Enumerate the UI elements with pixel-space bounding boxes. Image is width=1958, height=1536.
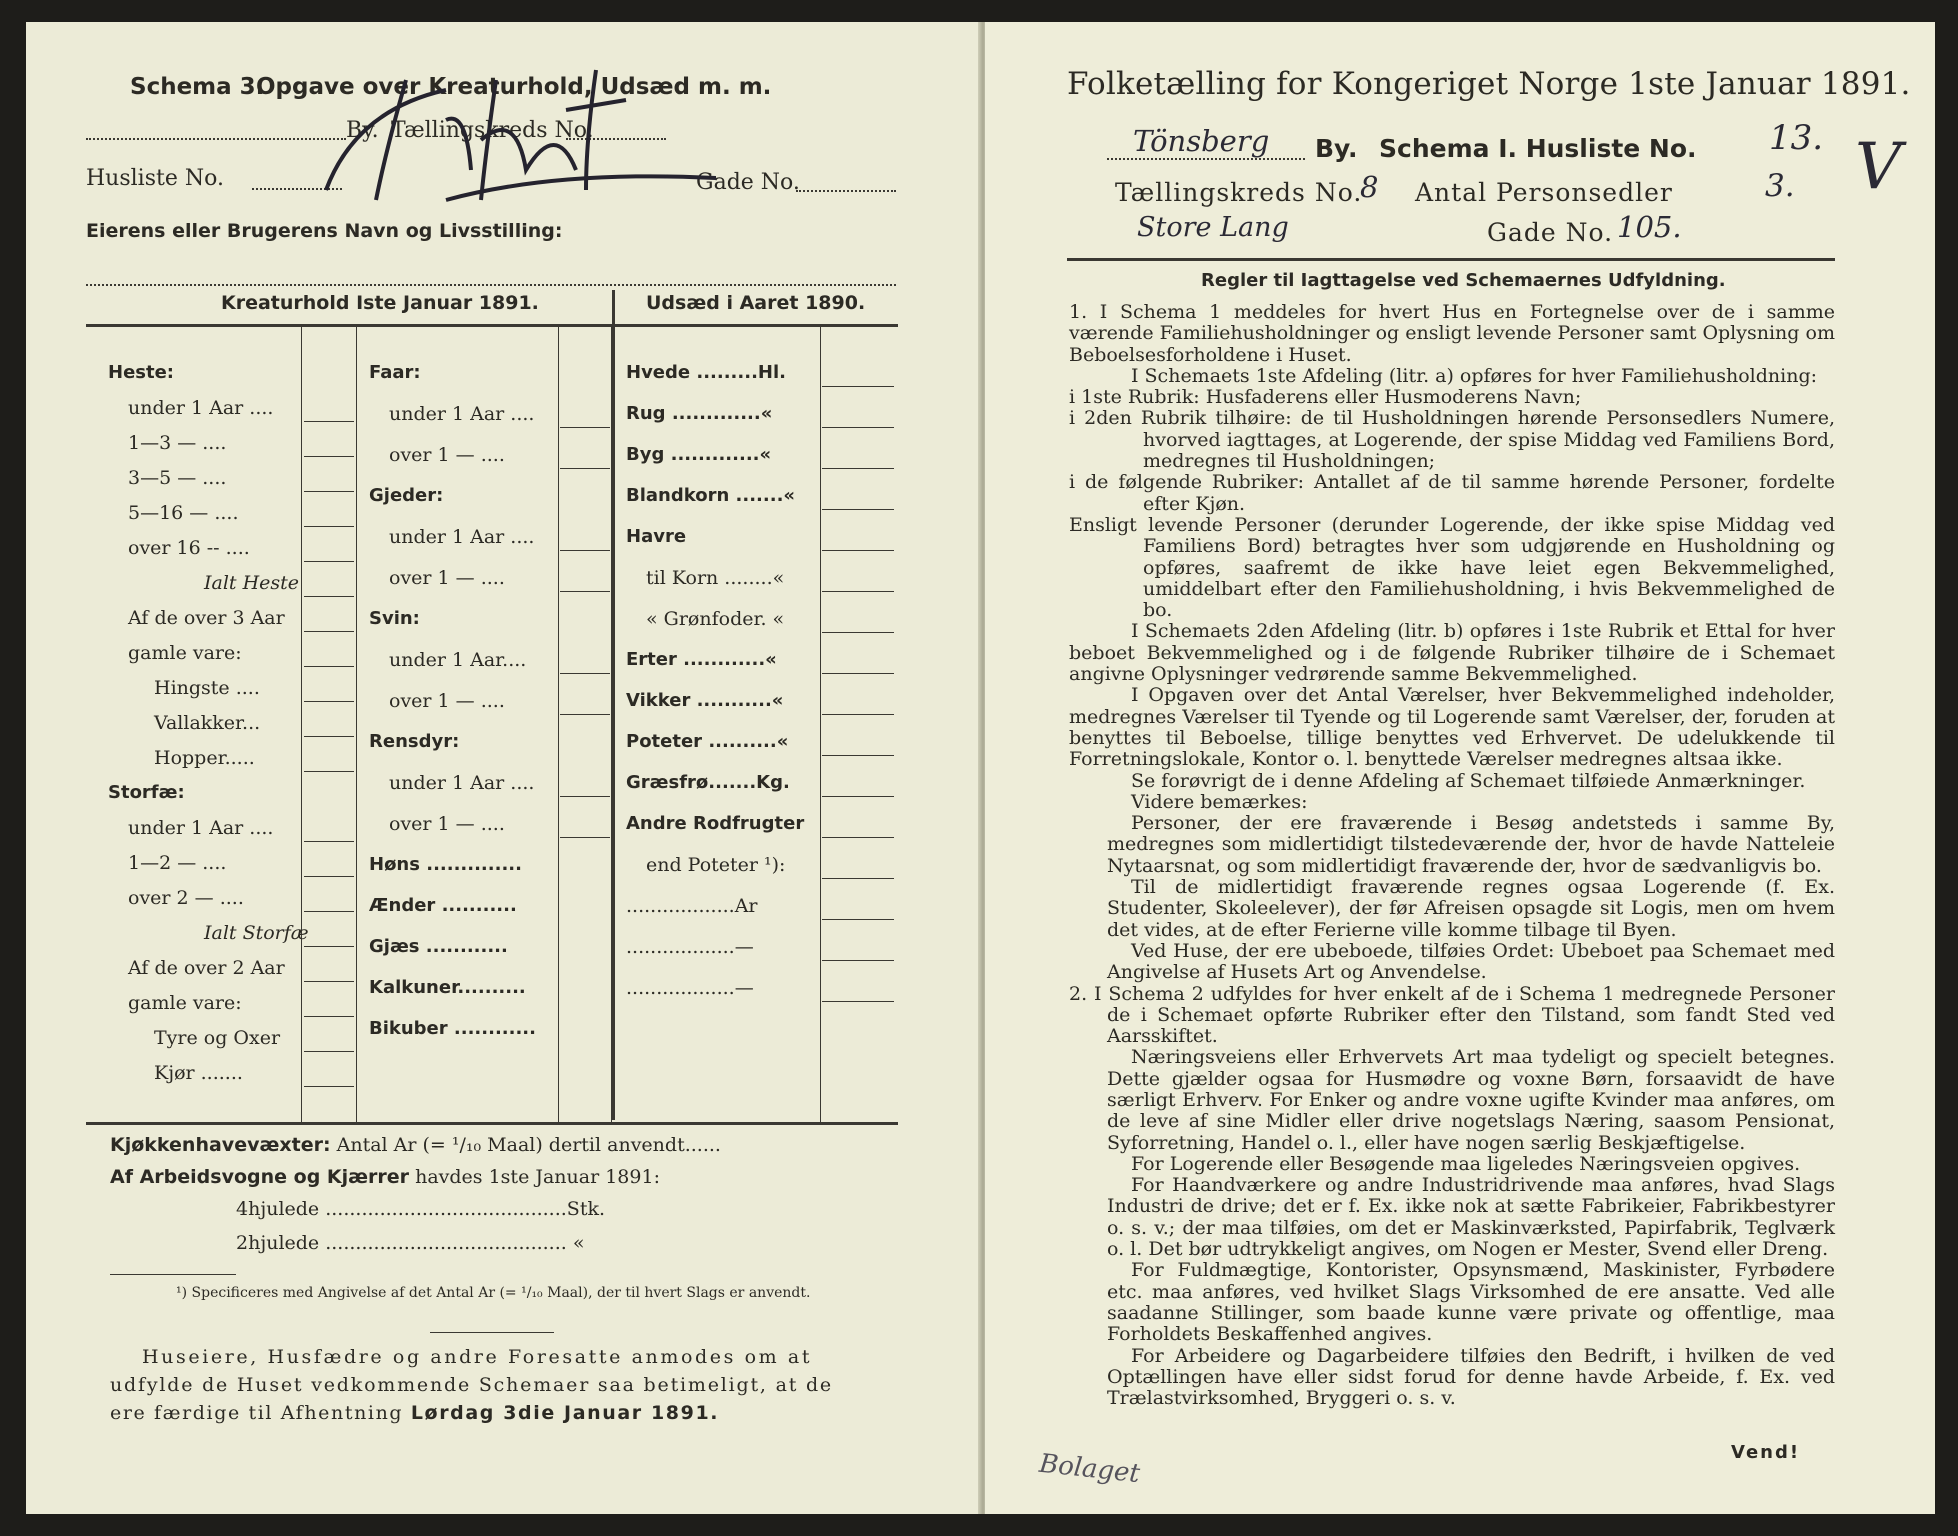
ledger-row-label: Høns .............. [369,854,522,875]
ledger-row-label: end Poteter ¹): [646,854,786,876]
tk-label-left: Tællingskreds No. [391,118,594,143]
pencil-note: Bolaget [1037,1448,1142,1490]
ledger-entry-line [822,1001,894,1002]
ledger-row-label: Heste: [108,362,174,383]
ledger-row-label: Rensdyr: [369,731,460,752]
schema-3-subtitle: Opgave over Kreaturhold, Udsæd m. m. [256,74,772,100]
ledger-row-label: Byg .............« [626,444,772,465]
ledger-row-label: Kjør ....... [154,1062,243,1084]
intet-cross-out-handwriting [296,50,716,220]
closing-line-2: udfylde de Huset vedkommende Schemaer saa betimeligt, at de [110,1374,833,1396]
rule-paragraph: I Schemaets 2den Afdeling (litr. b) opføres i 1ste Rubrik et Ettal for hver beboet Bekvemmelighed og i de følgende Rubriker tilhøire de i Schemaet angivne Oplysninger vedrørende samme Bekvemmelighed. [1069,620,1835,686]
ledger-row-label: ..................— [626,977,754,999]
ledger-row-label: Af de over 3 Aar [128,607,285,629]
closing-line-3 [110,1402,719,1424]
col2-box-right [611,326,612,1122]
ledger-entry-line [304,1016,354,1017]
ledger-entry-line [822,714,894,715]
ledger-entry-line [304,946,354,947]
by-label-right: By. [1315,134,1358,163]
footnote-rule [110,1274,236,1275]
ledger-row-label: under 1 Aar .... [389,526,535,548]
ledger-entry-line [560,796,610,797]
ledger-row-label: ..................— [626,936,754,958]
eier-fill-line [86,284,896,286]
closing-date: Lørdag 3die Januar 1891. [410,1402,720,1424]
ledger-row-label: Svin: [369,608,420,629]
kjokken-line [110,1134,721,1156]
col2-box-left [558,326,559,1122]
ledger-row-label: Græsfrø.......Kg. [626,772,790,793]
ledger-entry-line [304,596,354,597]
kreatur-header: Kreaturhold Iste Januar 1891. [221,292,539,314]
ledger-entry-line [304,456,354,457]
rule-paragraph: Til de midlertidigt fraværende regnes ogsaa Logerende (f. Ex. Studenter, Skoleelever), der før Afreisen opsagde sit Logis, men om hvem det vides, at de efter Ferierne ville komme tilbage til Byen. [1107,876,1835,941]
ledger-entry-line [304,421,354,422]
ledger-entry-line [304,666,354,667]
ledger-row-label: Rug .............« [626,403,773,424]
ledger-row-label: over 1 — .... [389,444,505,466]
ledger-row-label: Havre [626,526,687,547]
by-label-left: By. [346,118,379,143]
vend-label: Vend! [1731,1442,1801,1463]
ledger-row-label: over 1 — .... [389,690,505,712]
udsaed-divider [612,290,615,1120]
ledger-row-label: over 1 — .... [389,567,505,589]
ledger-row-label: 3—5 — .... [128,467,227,489]
rule-paragraph: Se forøvrigt de i denne Afdeling af Schemaet tilføiede Anmærkninger. [1131,769,1806,792]
rule-paragraph: I Opgaven over det Antal Værelser, hver Bekvemmelighed indeholder, medregnes Værelser til Tyende og til Logerende samt Værelser, der, foruden at benyttes til Beboelse, tillige benyttes ved Erhvervet. De udelukkende til Forretningslokale, Kontor o. l. benyttede Værelser medregnes altsaa ikke. [1069,684,1835,771]
ledger-entry-line [304,876,354,877]
ledger-row-label: gamle vare: [128,992,242,1014]
arbeids-line [110,1166,660,1188]
closing-rule [430,1332,554,1333]
closing-text: ere færdige til Afhentning [110,1402,404,1424]
ledger-row-label: Bikuber ............ [369,1018,536,1039]
arbeids-rest: havdes 1ste Januar 1891: [415,1166,660,1188]
by-value-line [1107,158,1305,160]
rule-paragraph: i 1ste Rubrik: Husfaderens eller Husmoderens Navn; [1069,386,1582,409]
rule-paragraph: i de følgende Rubriker: Antallet af de til samme hørende Personer, fordelte efter Kjøn. [1069,471,1835,515]
ledger-entry-line [822,509,894,510]
ledger-entry-line [304,561,354,562]
ledger-entry-line [560,427,610,428]
ledger-entry-line [560,837,610,838]
left-page [26,22,983,1514]
kjokken-rest: Antal Ar (= ¹/₁₀ Maal) dertil anvendt...... [336,1134,721,1156]
street-value-handwritten: Store Lang [1137,212,1289,243]
ledger-entry-line [560,673,610,674]
check-mark-handwritten: V [1855,130,1902,204]
ledger-row-label: Hopper..... [154,747,255,769]
ledger-row-label: Andre Rodfrugter [626,813,805,834]
rule-paragraph: I Schemaets 1ste Afdeling (litr. a) opføres for hver Familiehusholdning: [1131,364,1818,387]
ledger-row-label: 1—2 — .... [128,852,227,874]
ledger-entry-line [304,631,354,632]
udsaed-header: Udsæd i Aaret 1890. [646,292,866,314]
rule-paragraph: Personer, der ere fraværende i Besøg andetsteds i samme By, medregnes som midlertidigt tilstedeværende der, hvor de havde Natteleie Nytaarsnat, og som midlertidigt fraværende der, hvor de sædvanligvis bo. [1107,812,1835,877]
ledger-row-label: Ialt Heste [204,572,300,594]
ledger-row-label: Faar: [369,362,421,383]
tk-value-handwritten: 8 [1360,170,1379,204]
closing-line-1: Huseiere, Husfædre og andre Foresatte anmodes om at [142,1346,813,1368]
ledger-entry-line [822,755,894,756]
ledger-entry-line [304,1051,354,1052]
ledger-entry-line [304,736,354,737]
ledger-entry-line [822,878,894,879]
ledger-row-label: under 1 Aar .... [389,772,535,794]
footnote: ¹) Specificeres med Angivelse af det Antal Ar (= ¹/₁₀ Maal), der til hvert Slags er anvendt. [176,1285,811,1301]
ledger-entry-line [560,468,610,469]
gade-fill-line [796,190,896,192]
ledger-row-label: 1—3 — .... [128,432,227,454]
ledger-row-label: Vallakker... [154,712,261,734]
table-bottom-rule [86,1122,898,1125]
rule-paragraph: Næringsveiens eller Erhvervets Art maa tydeligt og specielt betegnes. Dette gjælder ogsaa for Husmødre og voxne Børn, forsaavidt de have særligt Erhverv. For Enker og andre voxne ugifte Kvinder maa anføres, om de leve af sine Midler eller drive nogetslags Næring, saasom Pensionat, Syforretning, Handel o. l., eller have nogen særlig Beskjæftigelse. [1107,1046,1835,1154]
ledger-entry-line [304,981,354,982]
rule-paragraph: Videre bemærkes: [1131,790,1308,813]
husliste-value-handwritten: 13. [1769,118,1824,158]
tk-label-right: Tællingskreds No. [1115,178,1363,207]
col1-box-left [301,326,302,1122]
gade-label-left: Gade No. [696,170,800,195]
hjul2-line: 2hjulede ........................................ « [236,1232,585,1254]
schema-3-title: Schema 3. [130,74,265,100]
header-rule [1067,258,1835,261]
by-value-handwritten: Tönsberg [1133,124,1270,158]
ledger-entry-line [304,1086,354,1087]
ledger-entry-line [822,837,894,838]
ledger-row-label: over 2 — .... [128,887,244,909]
rule-paragraph: 1. I Schema 1 meddeles for hvert Hus en Fortegnelse over de i samme værende Familiehusholdninger og ensligt levende Personer samt Oplysning om Beboelsesforholdene i Huset. [1069,301,1835,366]
ledger-entry-line [822,673,894,674]
kjokken-label: Kjøkkenhavevæxter: [110,1134,331,1156]
rule-paragraph: Ensligt levende Personer (derunder Logerende, der ikke spise Middag ved Familiens Bord) betragtes hver som udgjørende en Husholdning og opføres, saafremt de ikke have leiet egen Bekvemmelighed, umiddelbart efter den Familiehusholdning, i hvis Bekvemmelighed de bo. [1069,513,1835,622]
ledger-row-label: Hvede .........Hl. [626,362,786,383]
rules-text [1069,302,1835,1409]
ledger-entry-line [560,550,610,551]
ledger-entry-line [822,550,894,551]
ledger-row-label: under 1 Aar .... [128,397,274,419]
ledger-row-label: Gjæs ............ [369,936,508,957]
table-top-rule [86,324,898,327]
eier-label: Eierens eller Brugerens Navn og Livsstilling: [86,220,563,242]
arbeids-label: Af Arbeidsvogne og Kjærrer [110,1166,410,1188]
gade-label-right: Gade No. [1487,218,1614,247]
col1-box-right [356,326,357,1122]
ledger-entry-line [304,701,354,702]
husliste-label-left: Husliste No. [86,166,224,191]
ledger-row-label: under 1 Aar.... [389,649,527,671]
ledger-row-label: Gjeder: [369,485,444,506]
ledger-row-label: Storfæ: [108,782,185,803]
col3-box-left [820,326,821,1122]
ledger-row-label: Erter ............« [626,649,777,670]
ledger-row-label: under 1 Aar .... [389,403,535,425]
antal-label: Antal Personsedler [1415,178,1673,207]
ledger-row-label: Tyre og Oxer [154,1027,281,1049]
ledger-row-label: over 16 -- .... [128,537,250,559]
ledger-row-label: gamle vare: [128,642,242,664]
ledger-row-label: Kalkuner.......... [369,977,526,998]
ledger-row-label: Af de over 2 Aar [128,957,285,979]
ledger-row-label: under 1 Aar .... [128,817,274,839]
ledger-row-label: over 1 — .... [389,813,505,835]
ledger-row-label: til Korn ........« [646,567,785,589]
ledger-entry-line [822,427,894,428]
ledger-entry-line [304,911,354,912]
ledger-entry-line [304,526,354,527]
ledger-row-label: Vikker ...........« [626,690,784,711]
ledger-entry-line [304,491,354,492]
ledger-row-label: Ænder ........... [369,895,517,916]
rule-paragraph: For Logerende eller Besøgende maa ligeledes Næringsveien opgives. [1131,1152,1801,1175]
ledger-row-label: Blandkorn .......« [626,485,796,506]
ledger-entry-line [822,386,894,387]
rule-paragraph: Ved Huse, der ere ubeboede, tilføies Ordet: Ubeboet paa Schemaet med Angivelse af Husets Art og Anvendelse. [1107,939,1835,984]
ledger-entry-line [304,841,354,842]
rule-paragraph: For Fuldmægtige, Kontorister, Opsynsmænd, Maskinister, Fyrbødere etc. maa anføres, ved hvilket Slags Virksomhed de ere ansatte. Ved alle saadanne Stillinger, som baade kunne være private og offentlige, maa Forholdets Beskaffenhed angives. [1107,1259,1835,1346]
ledger-entry-line [822,591,894,592]
rules-title: Regler til Iagttagelse ved Schemaernes Udfyldning. [1201,270,1726,291]
ledger-entry-line [560,714,610,715]
gade-value-handwritten: 105. [1617,210,1682,244]
ledger-row-label: Hingste .... [154,677,260,699]
ledger-entry-line [822,919,894,920]
right-page [985,22,1935,1514]
ledger-row-label: Poteter ..........« [626,731,789,752]
rule-paragraph: 2. I Schema 2 udfyldes for hver enkelt af de i Schema 1 medregnede Personer de i Schemaet opførte Rubriker efter den Tilstand, som fandt Sted ved Aarsskiftet. [1069,982,1835,1048]
ledger-row-label: Ialt Storfæ [204,922,309,944]
rule-paragraph: For Arbeidere og Dagarbeidere tilføies den Bedrift, i hvilken de ved Optællingen have eller sidst forud for denne havde Arbeide, f. Ex. ved Trælastvirksomhed, Bryggeri o. s. v. [1107,1344,1835,1410]
antal-value-handwritten: 3. [1765,168,1795,204]
ledger-entry-line [560,591,610,592]
ledger-entry-line [304,771,354,772]
ledger-entry-line [822,632,894,633]
census-heading: Folketælling for Kongeriget Norge 1ste Januar 1891. [1067,66,1911,102]
rule-paragraph: i 2den Rubrik tilhøire: de til Husholdningen hørende Personsedlers Numere, hvorved iagttages, at Logerende, der spise Middag ved Familiens Bord, medregnes til Husholdningen; [1069,407,1835,473]
ledger-row-label: ..................Ar [626,895,758,917]
hjul4-line: 4hjulede ........................................Stk. [236,1198,606,1220]
rule-paragraph: For Haandværkere og andre Industridrivende maa anføres, hvad Slags Industri de drive; det er f. Ex. ikke nok at sætte Fabrikeier, Fabrikbestyrer o. s. v.; der maa tilføies, om det er Maskinværksted, Papirfabrik, Teglværk o. l. Det bør udtrykkeligt angives, om Nogen er Mester, Svend eller Dreng. [1107,1174,1835,1261]
ledger-row-label: « Grønfoder. « [646,608,785,630]
ledger-entry-line [822,796,894,797]
ledger-entry-line [822,960,894,961]
ledger-entry-line [822,468,894,469]
ledger-row-label: 5—16 — .... [128,502,239,524]
schema-1-husliste-label: Schema I. Husliste No. [1379,134,1697,163]
